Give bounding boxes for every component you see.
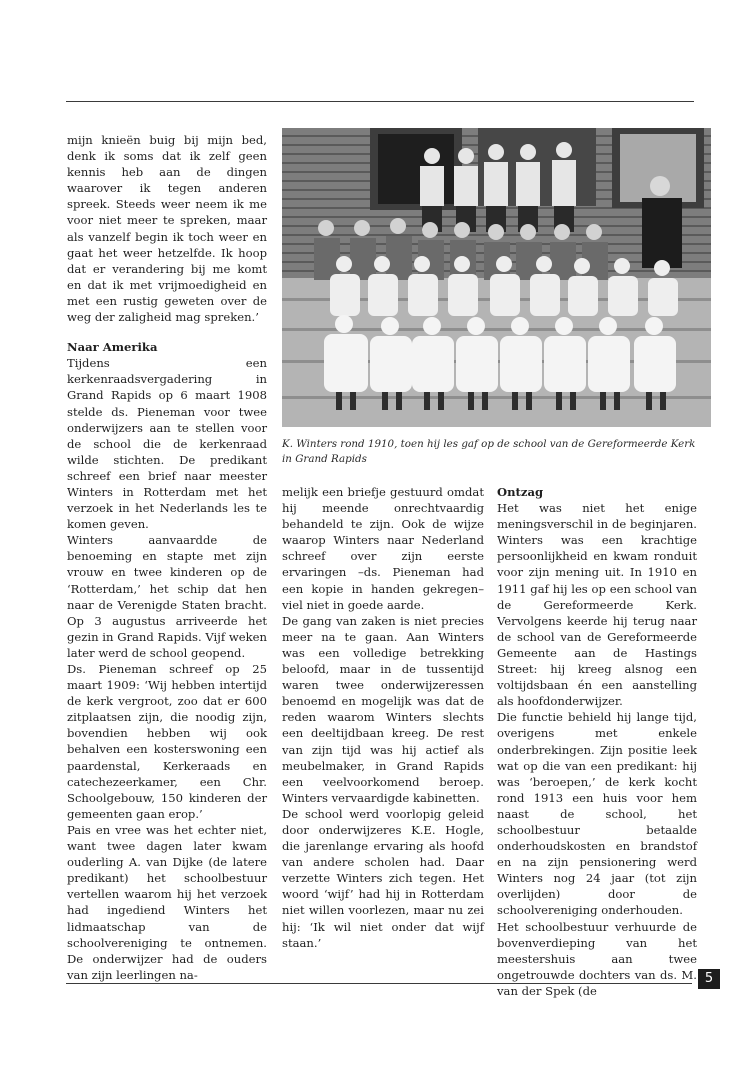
- page-number: 5: [698, 969, 720, 989]
- photo-caption: K. Winters rond 1910, toen hij les gaf op de school van de Gereformeerde Kerk in Grand Rapids: [282, 438, 696, 465]
- paragraph: De school werd voorlopig geleid door onderwijzeres K.E. Hogle, die jarenlange ervaring als hoofd van andere scholen had. Daar verzette Winters zich tegen. Het woord ‘wijf’ had hij in Rotterdam niet willen voorlezen, maar nu zei hij: ‘Ik wil niet onder dat wijf staan.’: [282, 806, 484, 950]
- paragraph: Het was niet het enige meningsverschil in de beginjaren. Winters was een krachtige persoonlijkheid en kwam ronduit voor zijn mening uit. In 1910 en 1911 gaf hij les op een school van de Gereformeerde Kerk. Vervolgens keerde hij terug naar de school van de Gereformeerde Gemeente aan de Hastings Street: hij kreeg alsnog een voltijdsbaan én een aanstelling als hoofdonderwijzer.: [497, 501, 697, 709]
- section-heading-naar-amerika: Naar Amerika: [67, 340, 158, 355]
- intro-paragraph: mijn knieën buig bij mijn bed, denk ik soms dat ik zelf geen kennis heb aan de dingen waarover ik tegen anderen spreek. Steeds weer neem ik me voor niet meer te spreken, maar als vanzelf begin ik toch weer en gaat het weer hetzelfde. Ik hoop dat er verandering bij me komt en dat ik met vrijmoedigheid en met een rustig geweten over de weg der zaligheid mag spreken.’: [67, 133, 267, 325]
- class-photo-image: [282, 128, 711, 427]
- paragraph: Ds. Pieneman schreef op 25 maart 1909: ‘Wij hebben intertijd de kerk vergroot, zoo dat er 600 zitplaatsen zijn, die noodig zijn, bovendien hebben wij ook behalven een kosterswoning een paardenstal, Kerkeraads en catechezeerkamer, een Chr. Schoolgebouw, 150 kinderen der gemeenten gaan erop.’: [67, 662, 267, 821]
- column-2: [282, 484, 484, 951]
- paragraph: Het schoolbestuur verhuurde de bovenverdieping van het meestershuis aan twee ongetrouwde dochters van ds. M. van der Spek (de: [497, 919, 697, 998]
- section-heading-ontzag: Ontzag: [497, 485, 544, 499]
- bottom-rule: [66, 983, 692, 984]
- column-1: [67, 132, 267, 983]
- paragraph: Tijdens een kerkenraadsvergadering in Grand Rapids op 6 maart 1908 stelde ds. Pieneman voor twee onderwijzers aan te stellen voor de school die de kerkenraad wilde stichten. De predikant schreef een brief naar meester Winters in Rotterdam met het verzoek in het Nederlands les te komen geven.: [67, 356, 267, 532]
- paragraph: Winters aanvaardde de benoeming en stapte met zijn vrouw en twee kinderen op de ‘Rotterdam,’ het schip dat hen naar de Verenigde Staten bracht. Op 3 augustus arriveerde het gezin in Grand Rapids. Vijf weken later werd de school geopend.: [67, 533, 267, 660]
- paragraph: Die functie behield hij lange tijd, overigens met enkele onderbrekingen. Zijn positie leek wat op die van een predikant: hij was ‘beroepen,’ de kerk kocht rond 1913 een huis voor hem naast de school, het schoolbestuur betaalde onderhoudskosten en brandstof en na zijn pensionering werd Winters nog 24 jaar (tot zijn overlijden) door de schoolvereniging onderhouden.: [497, 710, 697, 918]
- paragraph: Pais en vree was het echter niet, want twee dagen later kwam ouderling A. van Dijke (de latere predikant) het schoolbestuur vertellen waarom hij het verzoek had ingediend Winters het lidmaatschap van de schoolvereniging te ontnemen. De onderwijzer had de ouders van zijn leerlingen na-: [67, 822, 267, 982]
- class-photo: [282, 128, 711, 427]
- column-3: [497, 484, 697, 999]
- section-gap: [67, 325, 267, 339]
- top-rule: [66, 101, 694, 102]
- paragraph: melijk een briefje gestuurd omdat hij meende onrechtvaardig behandeld te zijn. Ook de wijze waarop Winters naar Nederland schreef over zijn eerste ervaringen –ds. Pieneman had een kopie in handen gekregen– viel niet in goede aarde.: [282, 485, 484, 612]
- paragraph: De gang van zaken is niet precies meer na te gaan. Aan Winters was een volledige betrekking beloofd, maar in de tussentijd waren twee onderwijzeressen benoemd en mogelijk was dat de reden waarom Winters slechts een deeltijdbaan kreeg. De rest van zijn tijd was hij actief als meubelmaker, in Grand Rapids een veelvoorkomend beroep. Winters vervaardigde kabinetten.: [282, 613, 484, 805]
